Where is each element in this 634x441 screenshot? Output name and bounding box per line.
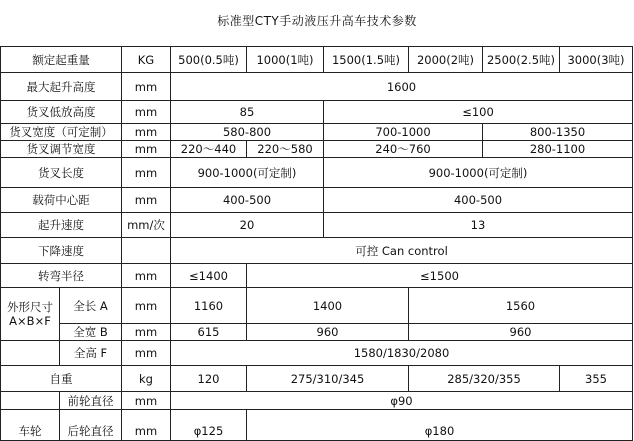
- wheels-group-label: 车轮: [0, 409, 59, 441]
- fork-lowered-height-unit: mm: [121, 100, 170, 123]
- front-wheel-unit: mm: [121, 391, 170, 409]
- rear-wheel-unit: mm: [121, 409, 170, 441]
- fork-width-unit: mm: [121, 123, 170, 140]
- front-wheel-label: 前轮直径: [59, 391, 121, 409]
- lowering-speed-value: 可控 Can control: [170, 237, 633, 263]
- lowering-speed-label: 下降速度: [0, 237, 121, 263]
- overall-length-value: 1160: [170, 287, 246, 323]
- load-center-value: 400-500: [323, 187, 633, 212]
- fork-lowered-height-label: 货叉低放高度: [0, 100, 121, 123]
- fork-width-value: 800-1350: [482, 123, 633, 140]
- self-weight-unit: kg: [121, 365, 170, 391]
- load-center-label: 载荷中心距: [0, 187, 121, 212]
- rated-capacity-unit: KG: [121, 46, 170, 72]
- rear-wheel-value: φ125: [170, 409, 246, 441]
- fork-lowered-height-value: ≤100: [323, 100, 633, 123]
- fork-adjust-width-label: 货叉调节宽度: [0, 140, 121, 157]
- overall-length-label: 全长 A: [59, 287, 121, 323]
- dimensions-group-label: 外形尺寸A×B×F: [0, 287, 59, 340]
- lift-speed-value: 13: [323, 212, 633, 237]
- fork-adjust-width-value: 280-1100: [482, 140, 633, 157]
- self-weight-label: 自重: [0, 365, 121, 391]
- self-weight-value: 355: [559, 365, 633, 391]
- document-title: 标准型CTY手动液压升高车技术参数: [217, 14, 417, 28]
- overall-height-label: 全高 F: [59, 340, 121, 365]
- overall-width-value: 615: [170, 323, 246, 340]
- overall-length-value: 1400: [246, 287, 408, 323]
- self-weight-value: 285/320/355: [408, 365, 559, 391]
- dimensions-group-spacer: [0, 340, 59, 365]
- overall-width-value: 960: [408, 323, 633, 340]
- fork-adjust-width-unit: mm: [121, 140, 170, 157]
- load-center-unit: mm: [121, 187, 170, 212]
- lift-speed-label: 起升速度: [0, 212, 121, 237]
- rear-wheel-label: 后轮直径: [59, 409, 121, 441]
- fork-width-value: 700-1000: [323, 123, 482, 140]
- load-center-value: 400-500: [170, 187, 323, 212]
- overall-height-value: 1580/1830/2080: [170, 340, 633, 365]
- max-lift-height-label: 最大起升高度: [0, 72, 121, 100]
- rated-capacity-value: 1000(1吨): [246, 46, 323, 72]
- fork-length-value: 900-1000(可定制): [170, 157, 323, 187]
- turning-radius-unit: mm: [121, 263, 170, 287]
- max-lift-height-unit: mm: [121, 72, 170, 100]
- rated-capacity-value: 3000(3吨): [559, 46, 633, 72]
- turning-radius-value: ≤1500: [246, 263, 633, 287]
- rated-capacity-value: 1500(1.5吨): [323, 46, 408, 72]
- turning-radius-label: 转弯半径: [0, 263, 121, 287]
- rated-capacity-value: 2000(2吨): [408, 46, 482, 72]
- overall-width-unit: mm: [121, 323, 170, 340]
- self-weight-value: 120: [170, 365, 246, 391]
- spec-table: [0, 46, 634, 441]
- fork-adjust-width-value: 240～760: [323, 140, 482, 157]
- overall-height-unit: mm: [121, 340, 170, 365]
- fork-width-label: 货叉宽度（可定制）: [0, 123, 121, 140]
- turning-radius-value: ≤1400: [170, 263, 246, 287]
- lift-speed-unit: mm/次: [121, 212, 170, 237]
- fork-length-label: 货叉长度: [0, 157, 121, 187]
- rated-capacity-label: 额定起重量: [0, 46, 121, 72]
- overall-width-label: 全宽 B: [59, 323, 121, 340]
- max-lift-height-value: 1600: [170, 72, 633, 100]
- fork-width-value: 580-800: [170, 123, 323, 140]
- fork-adjust-width-value: 220～440: [170, 140, 246, 157]
- fork-adjust-width-value: 220～580: [246, 140, 323, 157]
- self-weight-value: 275/310/345: [246, 365, 408, 391]
- wheels-group-spacer: [0, 391, 59, 409]
- rated-capacity-value: 500(0.5吨): [170, 46, 246, 72]
- lowering-speed-unit: [121, 237, 170, 263]
- rear-wheel-value: φ180: [246, 409, 633, 441]
- lift-speed-value: 20: [170, 212, 323, 237]
- fork-length-value: 900-1000(可定制): [323, 157, 633, 187]
- rated-capacity-value: 2500(2.5吨): [482, 46, 559, 72]
- fork-lowered-height-value: 85: [170, 100, 323, 123]
- fork-length-unit: mm: [121, 157, 170, 187]
- front-wheel-value: φ90: [170, 391, 633, 409]
- overall-length-unit: mm: [121, 287, 170, 323]
- overall-width-value: 960: [246, 323, 408, 340]
- overall-length-value: 1560: [408, 287, 633, 323]
